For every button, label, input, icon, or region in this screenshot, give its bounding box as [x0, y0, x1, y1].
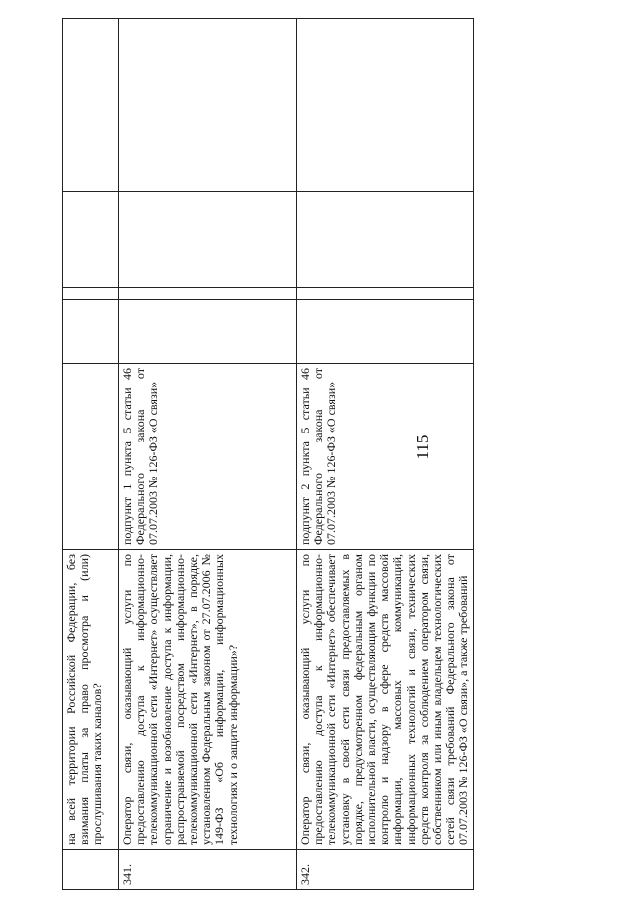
notes-cell: [297, 19, 474, 192]
answer-na-cell: [63, 192, 119, 288]
answer-na-cell: [297, 192, 474, 288]
requirement-text-cell: на всей территории Российской Федерации, без взимания платы за право просмотра и (или) прослушивания таких каналов?: [63, 550, 119, 850]
requirement-text-cell: Оператор связи, оказывающий услуги по предоставлению доступа к информационно-телекоммуникационной сети «Интернет» обеспечивает установку в своей сети связи предоставляемых в порядке, предусмотренном федеральным органом исполнительной власти, осуществляющим функции по контролю и надзору в сфере средств массовой информации, массовых коммуникаций, информационных технологий и связи, технических средств контроля за соблюдением оператором связи, собственником или иным владельцем технологических сетей связи требований Федерального закона от 07.07.2003 № 126-ФЗ «О связи», а также требований: [297, 550, 474, 850]
checklist-table: [62, 18, 474, 890]
table-row: [119, 19, 297, 890]
legal-reference-cell: [63, 364, 119, 550]
legal-reference-cell: подпункт 2 пункта 5 статьи 46 Федерального закона от 07.07.2003 № 126-ФЗ «О связи»: [297, 364, 474, 550]
answer-yes-cell: [63, 300, 119, 364]
answer-yes-cell: [297, 300, 474, 364]
row-number-cell: 342.: [297, 850, 474, 890]
notes-cell: [119, 19, 297, 192]
page-number: 115: [413, 434, 432, 460]
table-row: [63, 19, 119, 890]
legal-reference-cell: подпункт 1 пункта 5 статьи 46 Федерального закона от 07.07.2003 № 126-ФЗ «О связи»: [119, 364, 297, 550]
notes-cell: [63, 19, 119, 192]
table-row: [297, 19, 474, 890]
answer-no-cell: [119, 288, 297, 300]
answer-no-cell: [63, 288, 119, 300]
answer-na-cell: [119, 192, 297, 288]
answer-yes-cell: [119, 300, 297, 364]
answer-no-cell: [297, 288, 474, 300]
requirement-text-cell: Оператор связи, оказывающий услуги по предоставлению доступа к информационно-телекоммуникационной сети «Интернет» осуществляет ограничение и возобновление доступа к информации, распространяемой посредством информационно-телекоммуникационной сети «Интернет», в порядке, установленном Федеральным законом от 27.07.2006 № 149-ФЗ «Об информации, информационных технологиях и о защите информации»?: [119, 550, 297, 850]
row-number-cell: [63, 850, 119, 890]
row-number-cell: 341.: [119, 850, 297, 890]
